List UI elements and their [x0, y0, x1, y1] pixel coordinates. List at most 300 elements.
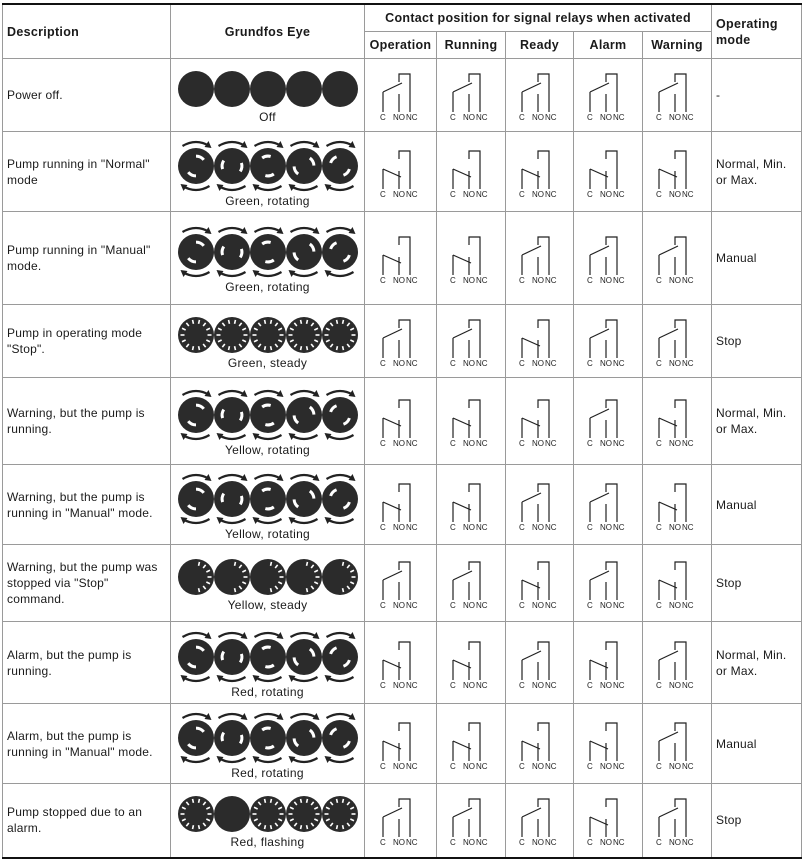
- relay-contact-cell: [643, 784, 712, 858]
- svg-text:NO: NO: [669, 439, 681, 448]
- header-relay-alarm: Alarm: [574, 32, 643, 59]
- svg-text:NC: NC: [682, 522, 694, 532]
- table-row: [3, 465, 802, 545]
- row-description: Pump in operating mode "Stop".: [3, 305, 171, 378]
- relay-contact-icon: [376, 68, 426, 122]
- relay-contact-icon: [446, 556, 496, 610]
- svg-text:NC: NC: [613, 189, 625, 199]
- relay-contact-cell: [365, 212, 437, 305]
- svg-text:C: C: [518, 359, 525, 368]
- svg-text:C: C: [656, 359, 662, 368]
- relay-contact-icon: [446, 717, 496, 771]
- svg-text:NO: NO: [392, 276, 405, 285]
- row-operating-mode: Stop: [712, 784, 802, 858]
- svg-text:C: C: [587, 601, 593, 610]
- row-description: Alarm, but the pump is running in "Manual" mode.: [3, 704, 171, 784]
- eye-caption: Yellow, rotating: [224, 526, 311, 541]
- eye-caption: Red, rotating: [231, 684, 304, 699]
- table-row: [3, 784, 802, 858]
- svg-text:C: C: [518, 761, 525, 771]
- svg-text:NC: NC: [405, 838, 418, 848]
- relay-contact-icon: [376, 314, 426, 368]
- table-row: [3, 59, 802, 132]
- relay-contact-cell: [365, 465, 437, 545]
- header-description: Description: [3, 4, 171, 59]
- svg-text:C: C: [450, 680, 456, 690]
- svg-text:NC: NC: [682, 680, 694, 690]
- svg-text:NO: NO: [463, 522, 475, 532]
- row-operating-mode: -: [712, 59, 802, 132]
- svg-text:NC: NC: [476, 522, 488, 532]
- svg-text:NC: NC: [544, 276, 557, 285]
- relay-contact-icon: [376, 145, 426, 199]
- svg-text:NO: NO: [463, 680, 475, 690]
- relay-contact-cell: [437, 378, 506, 465]
- relay-contact-icon: [376, 556, 426, 610]
- relay-contact-cell: [437, 622, 506, 704]
- row-description: Pump stopped due to an alarm.: [3, 784, 171, 858]
- svg-text:NC: NC: [476, 276, 488, 285]
- relay-contact-cell: [506, 212, 574, 305]
- svg-text:NC: NC: [405, 189, 418, 199]
- svg-text:C: C: [379, 601, 386, 610]
- relay-contact-cell: [643, 59, 712, 132]
- svg-text:NO: NO: [392, 680, 405, 690]
- relay-contact-cell: [365, 784, 437, 858]
- row-eye-indicator: [171, 465, 365, 545]
- svg-text:NC: NC: [405, 113, 418, 122]
- svg-text:NO: NO: [392, 601, 405, 610]
- svg-text:C: C: [656, 276, 662, 285]
- svg-text:NO: NO: [531, 359, 544, 368]
- svg-text:NC: NC: [682, 359, 694, 368]
- relay-contact-cell: [437, 59, 506, 132]
- grundfos-eye-icon: [177, 224, 359, 280]
- relay-contact-icon: [446, 394, 496, 448]
- table-row: [3, 545, 802, 622]
- svg-text:NC: NC: [613, 838, 625, 848]
- svg-text:NO: NO: [463, 439, 475, 448]
- relay-contact-cell: [437, 305, 506, 378]
- grundfos-eye-icon: [177, 710, 359, 766]
- grundfos-eye-icon: [177, 793, 359, 835]
- header-relay-operation: Operation: [365, 32, 437, 59]
- relay-contact-cell: [365, 545, 437, 622]
- svg-text:NO: NO: [669, 522, 681, 532]
- relay-contact-cell: [437, 465, 506, 545]
- svg-text:NO: NO: [392, 189, 405, 199]
- svg-text:C: C: [518, 680, 525, 690]
- svg-text:C: C: [656, 761, 662, 771]
- relay-contact-cell: [574, 622, 643, 704]
- svg-text:NC: NC: [544, 189, 557, 199]
- svg-text:NO: NO: [600, 439, 612, 448]
- svg-text:C: C: [379, 761, 386, 771]
- relay-contact-icon: [583, 68, 633, 122]
- relay-contact-cell: [643, 212, 712, 305]
- relay-contact-cell: [574, 378, 643, 465]
- relay-contact-cell: [506, 784, 574, 858]
- svg-text:NC: NC: [613, 601, 625, 610]
- svg-text:C: C: [656, 189, 662, 199]
- svg-text:NC: NC: [405, 359, 418, 368]
- svg-text:NO: NO: [392, 439, 405, 448]
- svg-text:NO: NO: [531, 601, 544, 610]
- relay-contact-icon: [583, 478, 633, 532]
- relay-contact-cell: [574, 545, 643, 622]
- row-description: Warning, but the pump is running in "Manual" mode.: [3, 465, 171, 545]
- relay-contact-icon: [515, 793, 565, 847]
- svg-text:NO: NO: [600, 680, 612, 690]
- svg-text:C: C: [379, 276, 386, 285]
- svg-text:C: C: [518, 113, 525, 122]
- relay-contact-icon: [652, 717, 702, 771]
- svg-text:NC: NC: [405, 439, 418, 448]
- relay-contact-icon: [515, 394, 565, 448]
- relay-contact-icon: [652, 636, 702, 690]
- row-operating-mode: Normal, Min. or Max.: [712, 622, 802, 704]
- svg-text:NC: NC: [405, 276, 418, 285]
- svg-text:NC: NC: [613, 439, 625, 448]
- svg-text:NC: NC: [613, 276, 625, 285]
- relay-contact-icon: [515, 314, 565, 368]
- grundfos-eye-icon: [177, 387, 359, 443]
- svg-text:NO: NO: [600, 761, 612, 771]
- header-relay-ready: Ready: [506, 32, 574, 59]
- relay-contact-icon: [652, 793, 702, 847]
- svg-text:NC: NC: [544, 113, 557, 122]
- svg-text:C: C: [656, 522, 662, 532]
- svg-text:NC: NC: [613, 680, 625, 690]
- relay-contact-icon: [515, 68, 565, 122]
- svg-text:NO: NO: [463, 761, 475, 771]
- relay-contact-cell: [506, 545, 574, 622]
- svg-text:C: C: [379, 189, 386, 199]
- row-operating-mode: Manual: [712, 212, 802, 305]
- svg-text:NO: NO: [392, 761, 405, 771]
- svg-text:NC: NC: [476, 359, 488, 368]
- svg-text:C: C: [450, 838, 456, 848]
- row-description: Pump running in "Normal" mode: [3, 132, 171, 212]
- relay-contact-icon: [583, 231, 633, 285]
- relay-contact-icon: [376, 636, 426, 690]
- relay-contact-cell: [643, 545, 712, 622]
- relay-contact-icon: [376, 717, 426, 771]
- relay-contact-icon: [446, 636, 496, 690]
- relay-contact-icon: [376, 478, 426, 532]
- relay-contact-cell: [643, 704, 712, 784]
- svg-text:C: C: [450, 601, 456, 610]
- svg-text:NC: NC: [405, 680, 418, 690]
- svg-text:NO: NO: [600, 522, 612, 532]
- svg-text:NO: NO: [463, 189, 475, 199]
- svg-text:C: C: [656, 601, 662, 610]
- svg-text:NC: NC: [682, 761, 694, 771]
- relay-contact-icon: [446, 68, 496, 122]
- svg-text:NC: NC: [682, 189, 694, 199]
- svg-text:NO: NO: [669, 838, 681, 848]
- svg-text:NO: NO: [531, 761, 544, 771]
- svg-text:NO: NO: [531, 276, 544, 285]
- table-row: [3, 622, 802, 704]
- svg-text:NC: NC: [682, 601, 694, 610]
- svg-text:C: C: [450, 359, 456, 368]
- relay-contact-icon: [652, 556, 702, 610]
- svg-text:NC: NC: [476, 838, 488, 848]
- relay-contact-cell: [437, 545, 506, 622]
- relay-contact-icon: [583, 793, 633, 847]
- relay-contact-icon: [583, 394, 633, 448]
- relay-contact-cell: [437, 704, 506, 784]
- svg-text:NO: NO: [392, 359, 405, 368]
- svg-text:NO: NO: [669, 680, 681, 690]
- relay-contact-icon: [583, 636, 633, 690]
- svg-text:NO: NO: [600, 276, 612, 285]
- header-relay-running: Running: [437, 32, 506, 59]
- svg-text:NC: NC: [405, 522, 418, 532]
- svg-text:C: C: [379, 113, 386, 122]
- relay-contact-icon: [446, 145, 496, 199]
- header-operating-mode: Operating mode: [712, 4, 802, 59]
- relay-contact-cell: [574, 704, 643, 784]
- svg-text:NC: NC: [476, 761, 488, 771]
- svg-text:C: C: [587, 522, 593, 532]
- svg-text:NO: NO: [531, 838, 544, 848]
- grundfos-eye-icon: [177, 138, 359, 194]
- row-operating-mode: Normal, Min. or Max.: [712, 132, 802, 212]
- relay-contact-cell: [506, 465, 574, 545]
- svg-text:NO: NO: [531, 680, 544, 690]
- relay-contact-icon: [446, 478, 496, 532]
- svg-text:C: C: [450, 276, 456, 285]
- eye-caption: Green, rotating: [225, 193, 310, 208]
- grundfos-eye-icon: [177, 471, 359, 527]
- svg-text:NC: NC: [476, 439, 488, 448]
- relay-contact-icon: [652, 478, 702, 532]
- row-eye-indicator: [171, 132, 365, 212]
- svg-text:C: C: [450, 113, 456, 122]
- svg-text:NO: NO: [669, 189, 681, 199]
- relay-contact-cell: [574, 305, 643, 378]
- svg-text:NC: NC: [613, 113, 625, 122]
- relay-contact-icon: [376, 231, 426, 285]
- svg-text:NC: NC: [544, 439, 557, 448]
- table-row: [3, 305, 802, 378]
- relay-contact-cell: [506, 305, 574, 378]
- relay-contact-cell: [365, 59, 437, 132]
- relay-contact-icon: [652, 314, 702, 368]
- relay-contact-icon: [515, 636, 565, 690]
- eye-caption: Yellow, steady: [227, 598, 308, 612]
- svg-text:NO: NO: [531, 189, 544, 199]
- svg-text:NO: NO: [531, 439, 544, 448]
- table-row: [3, 212, 802, 305]
- eye-caption: Green, rotating: [225, 280, 310, 294]
- relay-contact-cell: [506, 704, 574, 784]
- svg-text:NC: NC: [476, 680, 488, 690]
- svg-text:NO: NO: [669, 359, 681, 368]
- table-row: [3, 704, 802, 784]
- svg-text:C: C: [656, 113, 662, 122]
- row-operating-mode: Manual: [712, 465, 802, 545]
- row-description: Power off.: [3, 59, 171, 132]
- svg-text:C: C: [587, 113, 593, 122]
- relay-contact-cell: [506, 59, 574, 132]
- relay-contact-icon: [515, 478, 565, 532]
- relay-contact-cell: [365, 305, 437, 378]
- row-description: Warning, but the pump was stopped via "Stop" command.: [3, 545, 171, 622]
- svg-text:NC: NC: [682, 276, 694, 285]
- relay-contact-cell: [574, 59, 643, 132]
- eye-caption: Green, steady: [227, 356, 308, 370]
- svg-text:NC: NC: [544, 522, 557, 532]
- svg-text:NC: NC: [544, 838, 557, 848]
- relay-contact-cell: [437, 212, 506, 305]
- svg-text:NO: NO: [531, 522, 544, 532]
- svg-text:C: C: [518, 838, 525, 848]
- relay-contact-icon: [583, 556, 633, 610]
- relay-contact-cell: [506, 378, 574, 465]
- svg-text:NO: NO: [463, 359, 475, 368]
- row-eye-indicator: [171, 704, 365, 784]
- row-operating-mode: Stop: [712, 305, 802, 378]
- svg-text:NC: NC: [544, 761, 557, 771]
- eye-caption: Red, rotating: [231, 765, 304, 780]
- relay-contact-cell: [574, 784, 643, 858]
- svg-text:NC: NC: [682, 113, 694, 122]
- svg-text:NO: NO: [463, 601, 475, 610]
- relay-contact-cell: [574, 465, 643, 545]
- svg-text:C: C: [587, 761, 593, 771]
- relay-contact-icon: [376, 793, 426, 847]
- grundfos-eye-icon: [177, 629, 359, 685]
- relay-contact-icon: [583, 145, 633, 199]
- relay-contact-icon: [446, 231, 496, 285]
- relay-contact-icon: [652, 145, 702, 199]
- svg-text:NC: NC: [476, 601, 488, 610]
- relay-contact-icon: [515, 145, 565, 199]
- svg-text:C: C: [450, 439, 456, 448]
- row-operating-mode: Normal, Min. or Max.: [712, 378, 802, 465]
- row-eye-indicator: [171, 784, 365, 858]
- svg-text:C: C: [518, 276, 525, 285]
- svg-text:NO: NO: [463, 276, 475, 285]
- header-grundfos-eye: Grundfos Eye: [171, 4, 365, 59]
- svg-text:C: C: [587, 439, 593, 448]
- row-eye-indicator: [171, 622, 365, 704]
- header-relay-warning: Warning: [643, 32, 712, 59]
- svg-text:C: C: [379, 680, 386, 690]
- row-eye-indicator: [171, 305, 365, 378]
- svg-text:NC: NC: [613, 522, 625, 532]
- row-eye-indicator: [171, 378, 365, 465]
- svg-text:C: C: [656, 838, 662, 848]
- svg-text:C: C: [518, 439, 525, 448]
- svg-text:NC: NC: [544, 601, 557, 610]
- svg-text:NC: NC: [682, 439, 694, 448]
- svg-text:NC: NC: [613, 761, 625, 771]
- relay-contact-icon: [376, 394, 426, 448]
- svg-text:C: C: [656, 439, 662, 448]
- svg-text:C: C: [450, 522, 456, 532]
- svg-text:NO: NO: [392, 113, 405, 122]
- row-eye-indicator: [171, 59, 365, 132]
- svg-text:NO: NO: [600, 359, 612, 368]
- svg-text:NC: NC: [613, 359, 625, 368]
- svg-text:C: C: [656, 680, 662, 690]
- svg-text:NO: NO: [392, 838, 405, 848]
- relay-contact-cell: [574, 212, 643, 305]
- table-row: [3, 378, 802, 465]
- svg-text:NO: NO: [463, 838, 475, 848]
- relay-contact-icon: [446, 793, 496, 847]
- svg-text:NO: NO: [531, 113, 544, 122]
- relay-contact-cell: [643, 378, 712, 465]
- svg-text:C: C: [587, 276, 593, 285]
- relay-status-table: [2, 3, 802, 859]
- svg-text:NC: NC: [544, 359, 557, 368]
- relay-contact-icon: [515, 717, 565, 771]
- header-contact-position: Contact position for signal relays when activated: [365, 4, 712, 32]
- svg-text:C: C: [450, 189, 456, 199]
- table-row: [3, 132, 802, 212]
- relay-contact-icon: [652, 231, 702, 285]
- relay-contact-icon: [583, 717, 633, 771]
- svg-text:C: C: [379, 838, 386, 848]
- relay-contact-cell: [365, 704, 437, 784]
- svg-text:NO: NO: [463, 113, 475, 122]
- relay-contact-cell: [506, 132, 574, 212]
- relay-contact-icon: [583, 314, 633, 368]
- eye-caption: Red, flashing: [230, 835, 305, 850]
- relay-contact-cell: [365, 622, 437, 704]
- row-description: Pump running in "Manual" mode.: [3, 212, 171, 305]
- svg-text:C: C: [518, 189, 525, 199]
- svg-text:NO: NO: [669, 601, 681, 610]
- svg-text:NC: NC: [476, 189, 488, 199]
- svg-text:C: C: [587, 838, 593, 848]
- row-description: Alarm, but the pump is running.: [3, 622, 171, 704]
- row-operating-mode: Manual: [712, 704, 802, 784]
- eye-caption: Yellow, rotating: [224, 443, 311, 457]
- grundfos-eye-icon: [177, 556, 359, 598]
- svg-text:NO: NO: [600, 113, 612, 122]
- row-description: Warning, but the pump is running.: [3, 378, 171, 465]
- row-eye-indicator: [171, 212, 365, 305]
- svg-text:NC: NC: [544, 680, 557, 690]
- svg-text:NO: NO: [600, 189, 612, 199]
- svg-text:C: C: [587, 359, 593, 368]
- relay-contact-cell: [643, 465, 712, 545]
- svg-text:NO: NO: [392, 522, 405, 532]
- grundfos-eye-icon: [177, 68, 359, 110]
- row-operating-mode: Stop: [712, 545, 802, 622]
- svg-text:NO: NO: [669, 761, 681, 771]
- relay-contact-icon: [515, 556, 565, 610]
- svg-text:C: C: [450, 761, 456, 771]
- relay-contact-icon: [652, 68, 702, 122]
- svg-text:C: C: [518, 522, 525, 532]
- svg-text:NC: NC: [682, 838, 694, 848]
- relay-contact-cell: [437, 784, 506, 858]
- relay-contact-cell: [643, 132, 712, 212]
- relay-contact-cell: [365, 378, 437, 465]
- svg-text:NO: NO: [600, 838, 612, 848]
- relay-contact-icon: [515, 231, 565, 285]
- svg-text:C: C: [587, 189, 593, 199]
- eye-caption: Off: [259, 110, 276, 124]
- relay-contact-cell: [506, 622, 574, 704]
